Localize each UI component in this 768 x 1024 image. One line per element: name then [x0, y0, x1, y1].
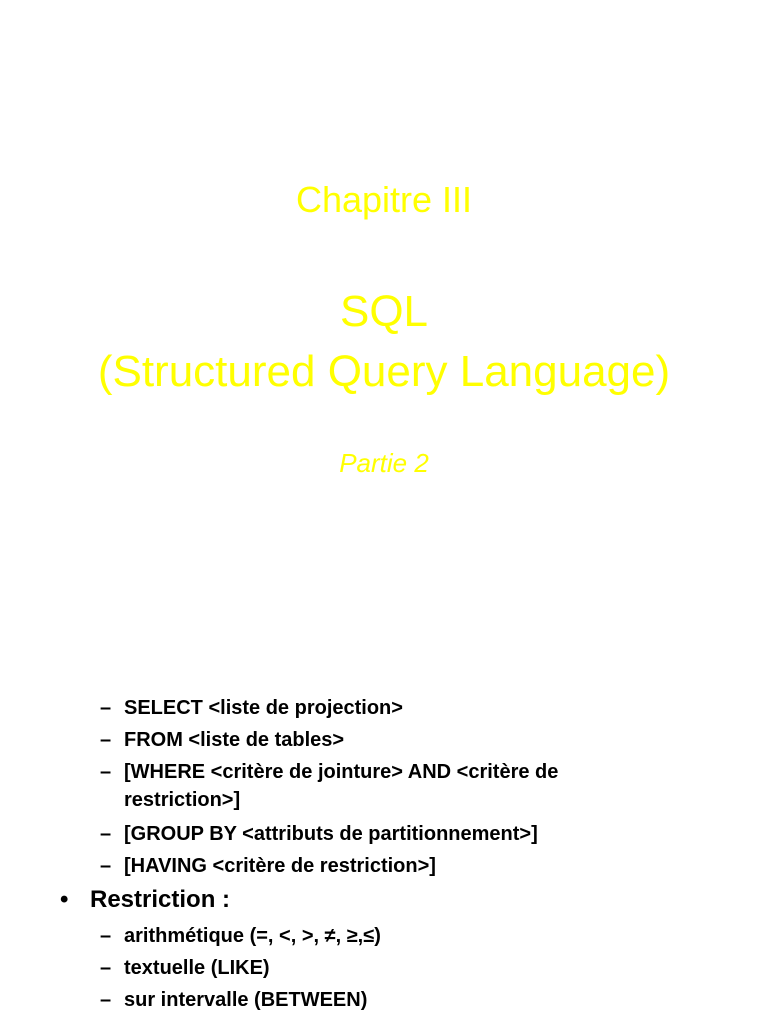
- list-item: [100, 694, 740, 722]
- list-item: [100, 758, 620, 814]
- syntax-group-by: [GROUP BY <attributs de partitionnement>]: [124, 823, 538, 845]
- dash-marker: –: [100, 729, 112, 751]
- list-item: [100, 852, 740, 880]
- dash-marker: –: [100, 697, 112, 719]
- chapter-title: Chapitre III: [295, 179, 473, 220]
- dash-marker: –: [100, 957, 112, 979]
- list-item: [100, 726, 740, 754]
- dash-marker: –: [100, 925, 112, 947]
- syntax-where: [WHERE <critère de jointure> AND <critère de restriction>]: [124, 761, 559, 811]
- restriction-arithmetic: arithmétique (=, <, >, ≠, ≥,≤): [124, 925, 381, 947]
- list-item: [100, 820, 740, 848]
- dash-marker: –: [100, 855, 112, 877]
- list-item: [100, 954, 740, 982]
- main-title: SQL: [339, 287, 429, 336]
- dash-marker: –: [100, 823, 112, 845]
- restriction-interval: sur intervalle (BETWEEN): [124, 989, 368, 1011]
- part-label: Partie 2: [339, 448, 429, 478]
- restriction-textual: textuelle (LIKE): [124, 957, 270, 979]
- syntax-select: SELECT <liste de projection>: [124, 697, 403, 719]
- list-item: [100, 986, 740, 1014]
- dash-marker: –: [100, 989, 112, 1011]
- main-subtitle: (Structured Query Language): [97, 347, 671, 396]
- bullet-marker: •: [60, 886, 69, 913]
- list-item: [100, 922, 740, 950]
- content-slide: [0, 620, 768, 1024]
- restriction-heading: Restriction :: [90, 886, 231, 913]
- syntax-from: FROM <liste de tables>: [124, 729, 345, 751]
- syntax-having: [HAVING <critère de restriction>]: [124, 855, 436, 877]
- bullet-item: [60, 884, 740, 916]
- dash-marker: –: [100, 761, 112, 783]
